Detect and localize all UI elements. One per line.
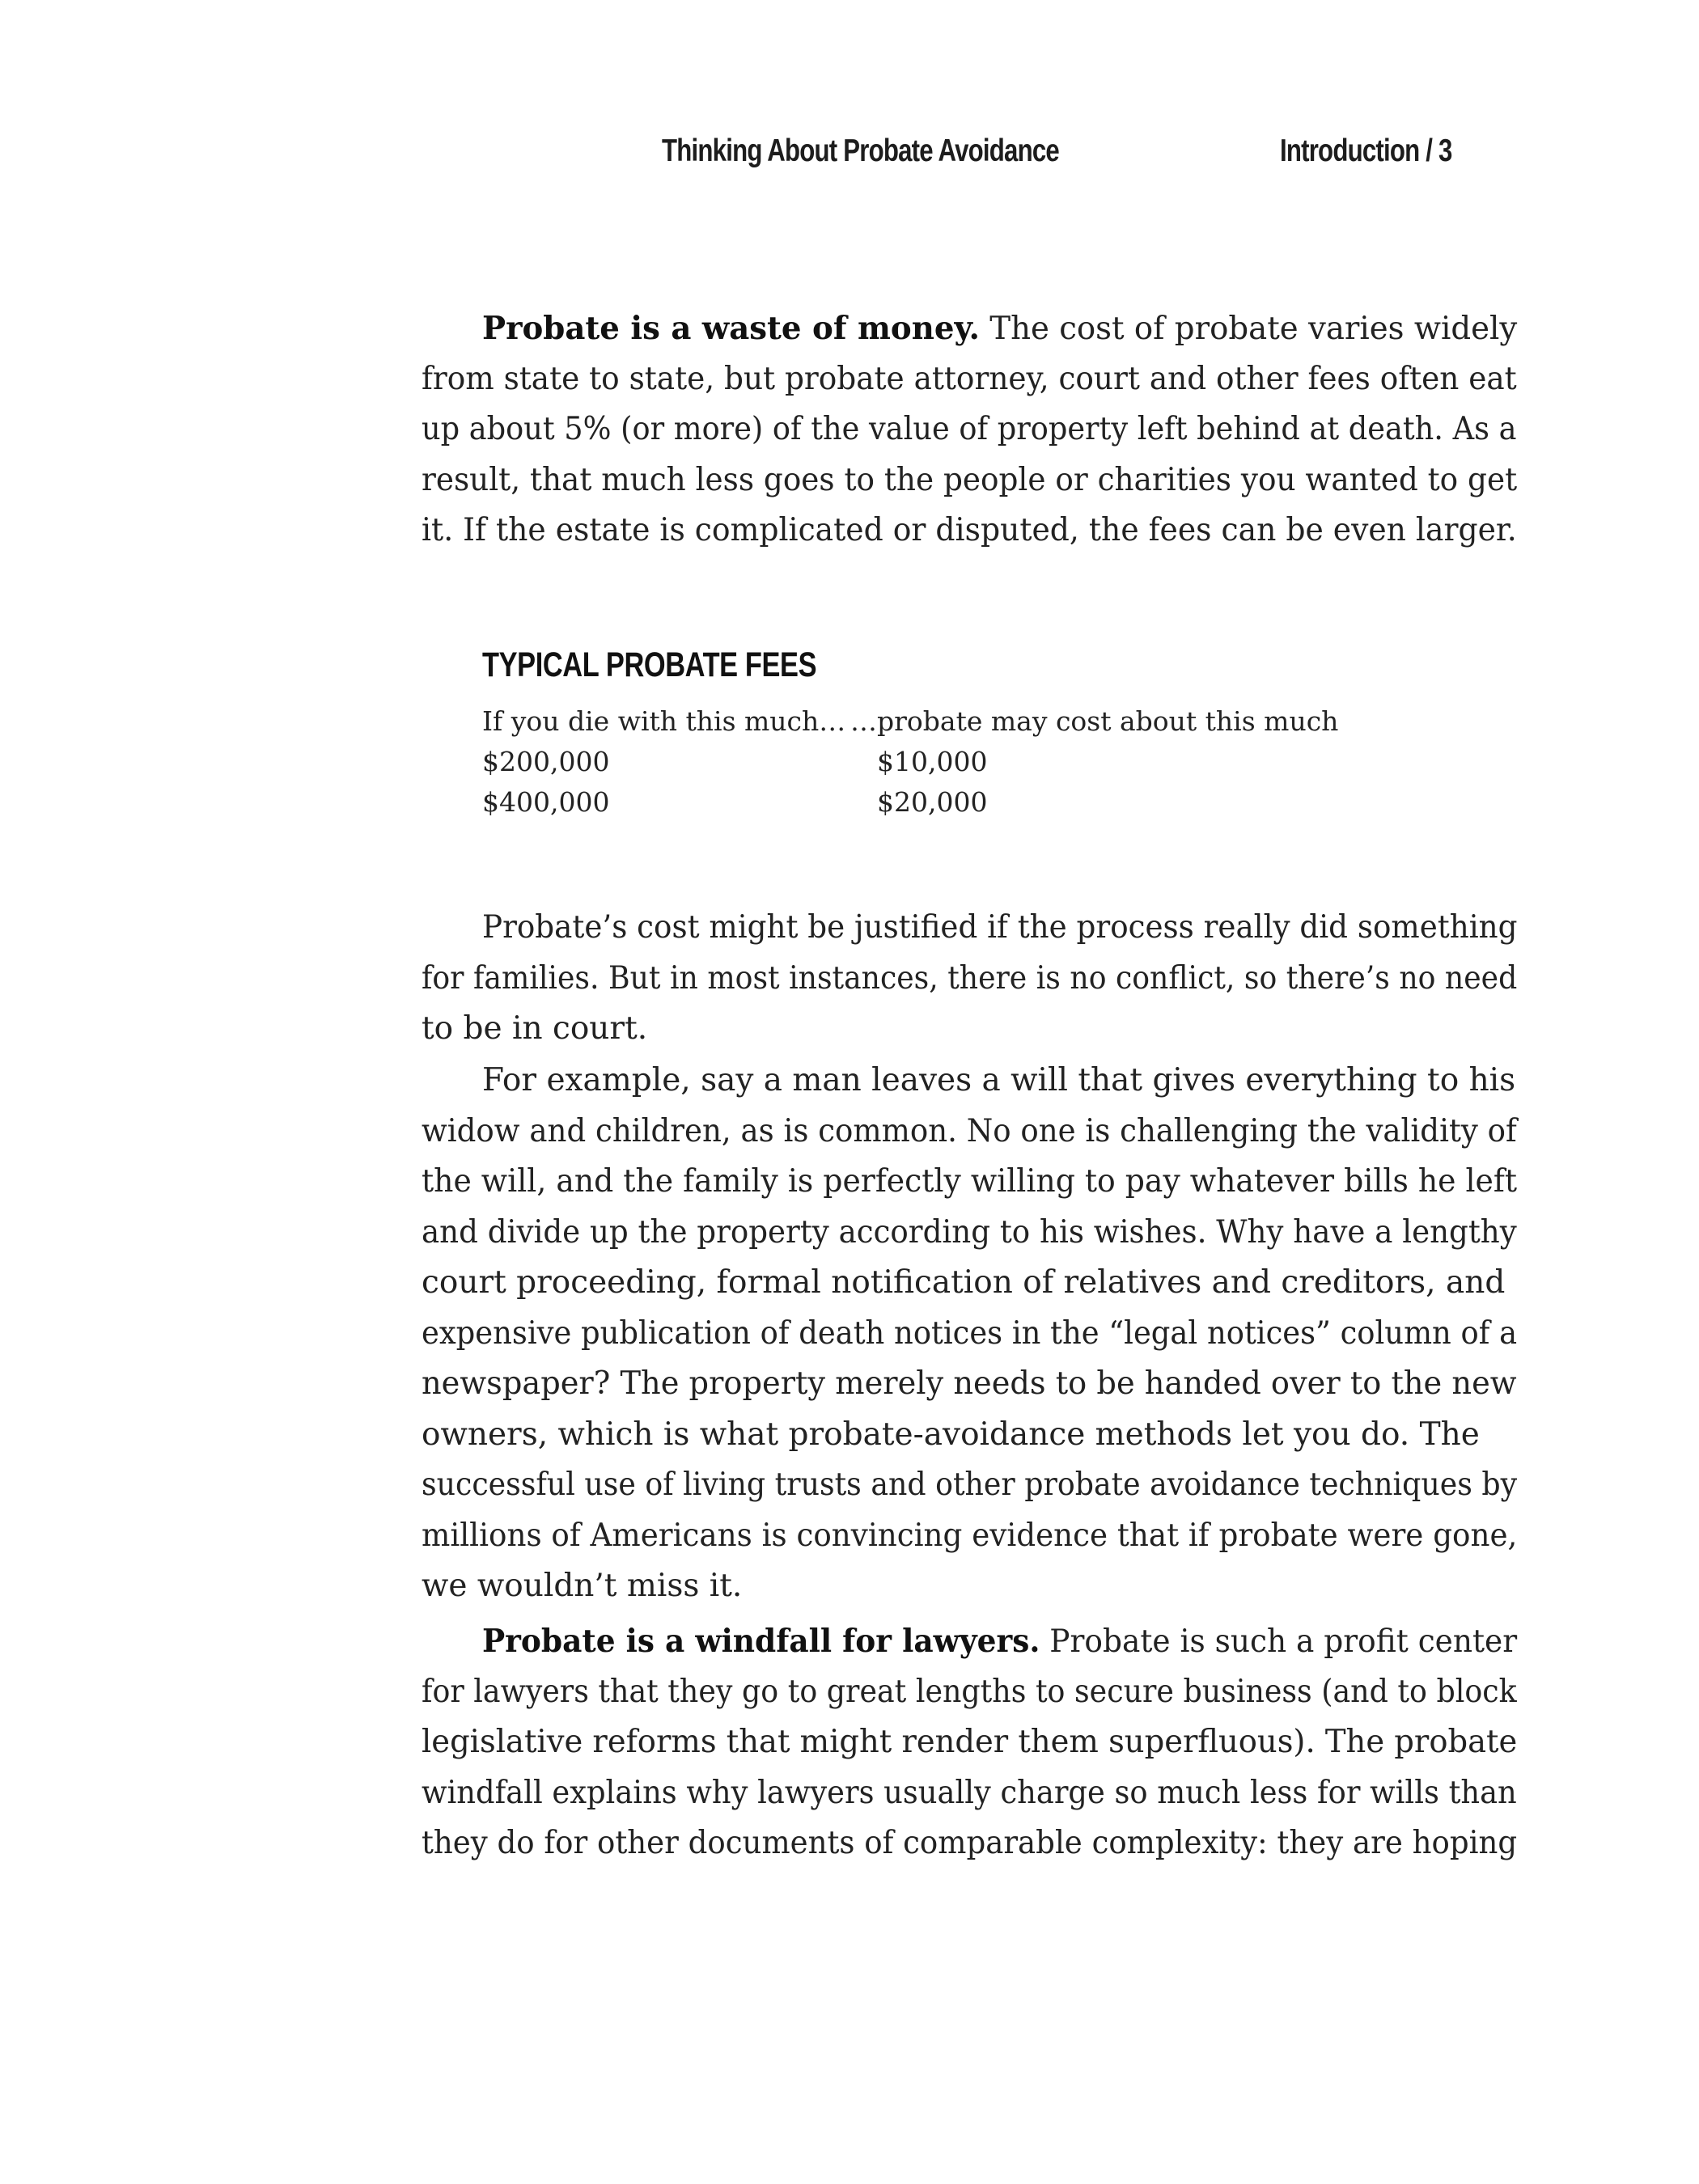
fees-header-cost: …probate may cost about this much	[850, 705, 1339, 737]
fees-estate-value: $400,000	[482, 786, 610, 818]
running-head-section-title: Thinking About Probate Avoidance	[662, 133, 1059, 168]
paragraph-line: Probate is a windfall for lawyers. Probate is such a profit center	[482, 1623, 1518, 1660]
paragraph-line: windfall explains why lawyers usually charge so much less for wills than	[422, 1774, 1517, 1811]
paragraph-line: up about 5% (or more) of the value of property left behind at death. As a	[422, 411, 1517, 447]
paragraph-line: to be in court.	[422, 1010, 648, 1047]
paragraph-lead-in: Probate is a waste of money.	[482, 310, 980, 347]
paragraph-line: they do for other documents of comparable complexity: they are hoping	[422, 1825, 1518, 1861]
paragraph-line: millions of Americans is convincing evidence that if probate were gone,	[422, 1517, 1518, 1554]
paragraph-line: and divide up the property according to his wishes. Why have a lengthy	[422, 1213, 1517, 1251]
paragraph-line: widow and children, as is common. No one is challenging the validity of	[422, 1112, 1517, 1149]
running-head	[0, 133, 1699, 182]
paragraph-line: legislative reforms that might render them superfluous). The probate	[422, 1724, 1518, 1760]
paragraph-line: successful use of living trusts and other probate avoidance techniques by	[422, 1467, 1518, 1503]
fees-cost-value: $20,000	[877, 786, 988, 818]
paragraph-line: newspaper? The property merely needs to be handed over to the new	[422, 1365, 1517, 1402]
paragraph-line: Probate is a waste of money. The cost of probate varies widely	[482, 310, 1518, 347]
paragraph-line: the will, and the family is perfectly willing to pay whatever bills he left	[422, 1163, 1518, 1200]
paragraph-line: owners, which is what probate-avoidance methods let you do. The	[422, 1416, 1480, 1453]
paragraph-line: Probate’s cost might be justified if the process really did something	[482, 909, 1518, 946]
paragraph-lead-in: Probate is a windfall for lawyers.	[482, 1623, 1040, 1660]
paragraph-line: For example, say a man leaves a will that gives everything to his	[482, 1062, 1516, 1098]
running-head-folio: Introduction / 3	[1280, 133, 1452, 168]
paragraph-line: result, that much less goes to the people or charities you wanted to get	[422, 461, 1518, 498]
paragraph-line: for lawyers that they go to great lengths to secure business (and to block	[422, 1673, 1517, 1710]
paragraph-line: we wouldn’t miss it.	[422, 1568, 743, 1604]
paragraph-line: expensive publication of death notices in the “legal notices” column of a	[422, 1314, 1518, 1352]
paragraph-line: court proceeding, formal notification of relatives and creditors, and	[422, 1264, 1506, 1301]
fees-estate-value: $200,000	[482, 746, 610, 777]
paragraph-line: from state to state, but probate attorney, court and other fees often eat	[422, 360, 1517, 397]
fees-header-estate: If you die with this much…	[482, 705, 846, 737]
paragraph-line: for families. But in most instances, there is no conflict, so there’s no need	[422, 959, 1518, 997]
fees-sidebar-title: TYPICAL PROBATE FEES	[482, 645, 817, 684]
paragraph-line: it. If the estate is complicated or disputed, the fees can be even larger.	[422, 512, 1517, 548]
fees-cost-value: $10,000	[877, 746, 988, 777]
